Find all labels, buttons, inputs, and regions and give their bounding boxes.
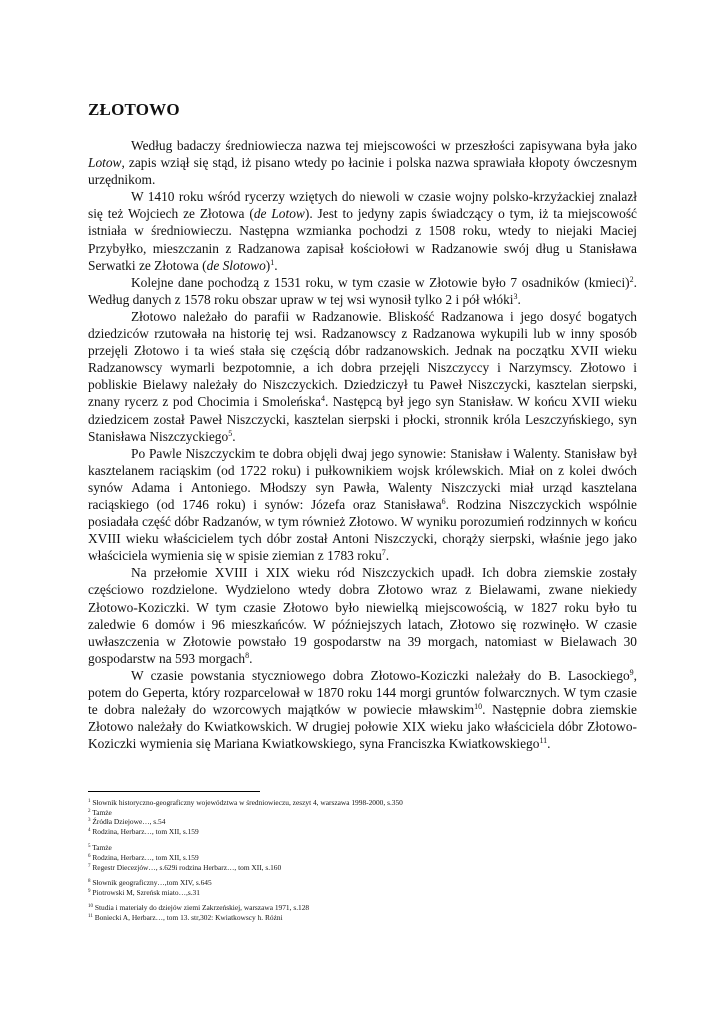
paragraph [88, 137, 637, 188]
footnote-text: Rodzina, Herbarz…, tom XII, s.159 [92, 826, 199, 836]
text-run: . [517, 291, 521, 307]
footnote [88, 853, 637, 863]
paragraph [88, 445, 637, 565]
footnote-text: Słownik historyczno-geograficzny województwa w średniowieczu, zeszyt 4, warszawa 1998-2000, s.350 [92, 798, 403, 807]
footnote [88, 913, 637, 923]
body-text [88, 137, 637, 752]
text-run: W czasie powstania styczniowego dobra Złotowo-Koziczki należały do B. Lasockiego [131, 667, 630, 683]
italic-text: Lotow [88, 155, 122, 171]
footnote-ref[interactable]: 9 [629, 667, 634, 677]
footnote-ref[interactable]: 6 [441, 496, 446, 506]
footnote-text: Źródła Dziejowe…, s.54 [92, 817, 166, 827]
text-run: Na przełomie XVIII i XIX wieku ród Niszczyckich upadł. Ich dobra ziemskie zostały częściowo rozdzielone. Wydzielono wtedy dobra Złotowo wraz z Bielawami, zwane niekiedy Złotowo-Koziczki. W tym czasie Złotowo było niewielką miejscowością, w 1827 roku było tu zaledwie 6 domów i 96 mieszkańców. W późniejszych latach, Złotowo się rozwinęło. W czasie uwłaszczenia w Złotowie powstało 19 gospodarstw na 39 morgach, natomiast w Bielawach 30 gospodarstw na 593 morgach [88, 565, 637, 666]
footnote-number: 2 [88, 808, 91, 814]
text-run: Złotowo należało do parafii w Radzanowie. Bliskość Radzanowa i jego dosyć bogatych dziedziców rzutowała na historię tej wsi. Radzanowscy z Radzanowa wykupili lub w inny sposób przejęli Złotowo i ta wieś stała się częścią dóbr radzanowskich. Jednak na początku XVII wieku Radzanowscy wymarli bezpotomnie, a ich dobra przejęli Niszczyccy i Narzymscy. Złotowo i pobliskie Bielawy należały do Niszczyckich. Dziedziczył tu Paweł Niszczycki, kasztelan sierpski, znany rycerz z pod Chocimia i Smoleńska [88, 308, 637, 410]
footnote-separator [88, 791, 260, 792]
footnote-ref[interactable]: 10 [474, 702, 483, 712]
footnote-text: Piotrowski M, Szreńsk miato…,s.31 [92, 887, 200, 897]
footnote-number: 7 [88, 863, 91, 869]
text-run: , potem do Geperta, który rozparcelował w 1870 roku 144 morgi gruntów folwarcznych. W tym czasie te dobra należały do wzorcowych majątków w powiecie mławskim [88, 667, 637, 718]
footnote [88, 878, 637, 888]
text-run: , zapis wziął się stąd, iż pisano wtedy po łacinie i polska nazwa sprawiała kłopoty ówczesnym urzędnikom. [88, 155, 637, 188]
text-run: Po Pawle Niszczyckim te dobra objęli dwaj jego synowie: Stanisław i Walenty. Stanisław był kasztelanem raciąskim (od 1722 roku) i pułkownikiem wojsk królewskich. Miał on z kolei dwóch synów Adama i Antoniego. Młodszy syn Pawła, Walenty Niszczycki miał urząd kasztelana raciąskiego (od 1746 roku) i synów: Józefa oraz Stanisława [88, 445, 637, 512]
page-title: ZŁOTOWO [88, 100, 180, 119]
text-run: . [274, 257, 278, 273]
footnote-text: Studia i materiały do dziejów ziemi Zakrzeńskiej, warszawa 1971, s.128 [94, 903, 310, 913]
footnote-number: 11 [88, 913, 93, 919]
paragraph [88, 564, 637, 667]
text-run: ). Jest to jedyny zapis świadczący o tym, iż ta miejscowość istniała w średniowieczu. Następna wzmianka pochodzi z 1508 roku, wtedy to niejaki Maciej Przybyłko, mieszczanin z Radzanowa zapisał kościołowi w Radzanowie swój dług u Stanisława Serwatki ze Złotowa ( [88, 206, 637, 273]
footnote [88, 903, 637, 913]
text-run: . [547, 736, 551, 752]
footnote [88, 863, 637, 873]
footnote-ref[interactable]: 11 [539, 736, 548, 746]
footnote-number: 6 [88, 853, 91, 859]
paragraph [88, 667, 637, 752]
footnote-number: 9 [88, 888, 91, 894]
text-run: . [385, 548, 390, 564]
footnote-ref[interactable]: 1 [270, 257, 275, 267]
footnote [88, 817, 637, 827]
text-run: . [249, 650, 253, 666]
text-run: Według badaczy średniowiecza nazwa tej miejscowości w przeszłości zapisywana była jako [131, 138, 637, 153]
footnote-ref[interactable]: 2 [629, 274, 634, 284]
footnote-ref[interactable]: 8 [245, 650, 250, 660]
footnote-number: 5 [88, 844, 91, 850]
footnote [88, 843, 637, 853]
footnote-text: Tamże [92, 807, 112, 817]
text-run: ) [265, 257, 271, 273]
footnote-text: Rodzina, Herbarz…, tom XII, s.159 [92, 852, 199, 862]
footnote-text: Tamże [92, 843, 112, 853]
paragraph [88, 274, 637, 308]
text-run: . Następnie dobra ziemskie Złotowo należały do Kwiatkowskich. W drugiej połowie XIX wieku jako właściciela dóbr Złotowo-Koziczki wymienia się Mariana Kwiatkowskiego, syna Franciszka Kwiatkowskiego [88, 702, 637, 752]
footnote-number: 1 [88, 799, 91, 804]
footnote-text: Regestr Diecezjów…, s.629i rodzina Herbarz…, tom XII, s.160 [92, 862, 282, 872]
footnote-text: Boniecki A, Herbarz…, tom 13. str,302: Kwiatkowscy h. Różni [94, 912, 283, 922]
footnote [88, 888, 637, 898]
footnote [88, 808, 637, 818]
text-run: . Według danych z 1578 roku obszar upraw w tej wsi wynosił tylko 2 i pół włóki [88, 274, 637, 307]
footnotes [88, 798, 637, 923]
footnote-ref[interactable]: 7 [381, 548, 386, 558]
footnote-number: 10 [88, 904, 93, 910]
footnote-number: 8 [88, 879, 91, 885]
footnote [88, 798, 637, 808]
text-run: . Rodzina Niszczyckich wspólnie posiadała część dóbr Radzanów, w tym również Złotowo. W wyniku porozumień rodzinnych w końcu XVIII wieku właścicielem tych dóbr został Antoni Niszczycki, chorąży sierpski, właśnie jego jako właściciela wymienia się w spisie ziemian z 1783 roku [88, 496, 637, 564]
footnote-text: Słownik geograficzny…,tom XIV, s.645 [92, 878, 212, 888]
footnote [88, 827, 637, 837]
italic-text: de Slotowo [206, 257, 266, 273]
footnote-number: 4 [88, 827, 91, 833]
text-run: . Następcą był jego syn Stanisław. W końcu XVII wieku dziedzicem został Paweł Niszczycki, kasztelan sierpski i płocki, stronnik króla Leszczyńskiego, syn Stanisława Niszczyckiego [88, 394, 637, 444]
paragraph [88, 308, 637, 445]
text-run: W 1410 roku wśród rycerzy wziętych do niewoli w czasie wojny polsko-krzyżackiej znalazł się też Wojciech ze Złotowa ( [88, 189, 637, 222]
paragraph [88, 188, 637, 273]
footnote-ref[interactable]: 4 [320, 394, 325, 404]
footnote-ref[interactable]: 5 [228, 428, 233, 438]
italic-text: de Lotow [253, 206, 305, 222]
text-run: . [232, 428, 236, 444]
footnote-ref[interactable]: 3 [513, 291, 518, 301]
footnote-number: 3 [88, 818, 91, 824]
text-run: Kolejne dane pochodzą z 1531 roku, w tym czasie w Złotowie było 7 osadników (kmieci) [131, 274, 630, 290]
